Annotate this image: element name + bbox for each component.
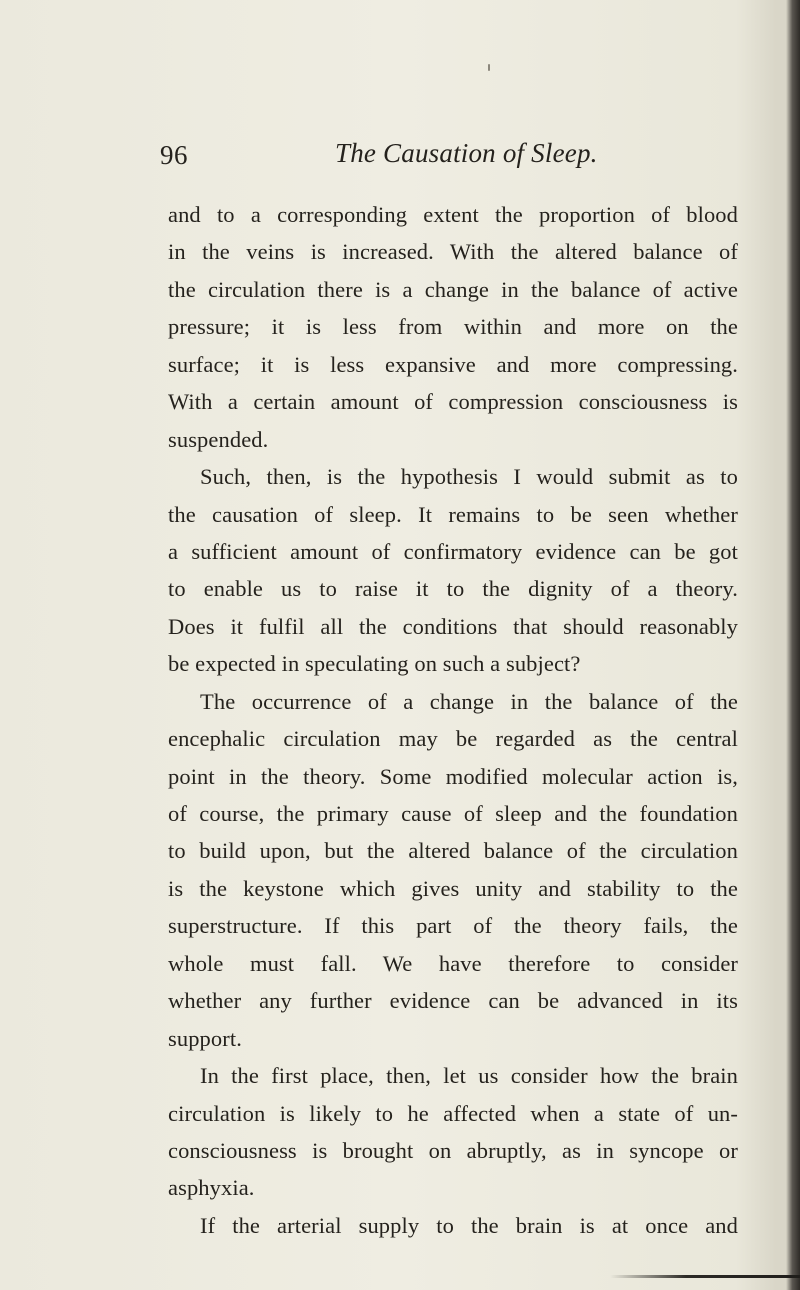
text-line: to build upon, but the altered balance of the circulation — [168, 838, 738, 864]
text-line: of course, the primary cause of sleep and the foundation — [168, 801, 738, 826]
text-line: support. — [168, 1025, 242, 1051]
text-line: the circulation there is a change in the balance of active — [168, 276, 738, 302]
text-line: circulation is likely to he affected when a state of un- — [168, 1100, 738, 1126]
text-line: and to a corresponding extent the proportion of blood — [168, 202, 738, 227]
text-line: asphyxia. — [168, 1175, 255, 1201]
body-text — [168, 196, 738, 1244]
page-edge-shadow — [786, 0, 800, 1290]
text-line: a sufficient amount of confirmatory evidence can be got — [168, 538, 738, 564]
paragraph-first-line: The occurrence of a change in the balance of the — [200, 688, 738, 714]
paragraph-first-line: In the first place, then, let us consider how the brain — [200, 1063, 738, 1089]
text-line: encephalic circulation may be regarded as the central — [168, 726, 738, 752]
text-line: be expected in speculating on such a subject? — [168, 651, 581, 677]
text-line: the causation of sleep. It remains to be seen whether — [168, 501, 738, 527]
page-number: 96 — [160, 140, 188, 170]
text-line: whether any further evidence can be advanced in its — [168, 988, 738, 1014]
text-line: point in the theory. Some modified molecular action is, — [168, 763, 738, 789]
text-line: surface; it is less expansive and more compressing. — [168, 351, 738, 377]
text-line: pressure; it is less from within and more on the — [168, 314, 738, 340]
bottom-edge-line — [610, 1275, 800, 1278]
text-line: is the keystone which gives unity and stability to the — [168, 875, 738, 901]
text-line: whole must fall. We have therefore to consider — [168, 950, 738, 976]
running-title: The Causation of Sleep. — [335, 138, 598, 168]
paragraph-first-line: If the arterial supply to the brain is at once and — [200, 1212, 738, 1238]
text-line: suspended. — [168, 426, 269, 452]
text-line: With a certain amount of compression consciousness is — [168, 389, 738, 415]
text-line: in the veins is increased. With the altered balance of — [168, 239, 738, 265]
text-line: consciousness is brought on abruptly, as in syncope or — [168, 1137, 738, 1163]
page-header — [160, 140, 740, 180]
ink-speck — [488, 64, 490, 71]
text-line: to enable us to raise it to the dignity of a theory. — [168, 576, 738, 602]
paragraph-first-line: Such, then, is the hypothesis I would submit as to — [200, 464, 738, 490]
text-line: superstructure. If this part of the theory fails, the — [168, 913, 738, 939]
text-line: Does it fulfil all the conditions that should reasonably — [168, 613, 738, 639]
